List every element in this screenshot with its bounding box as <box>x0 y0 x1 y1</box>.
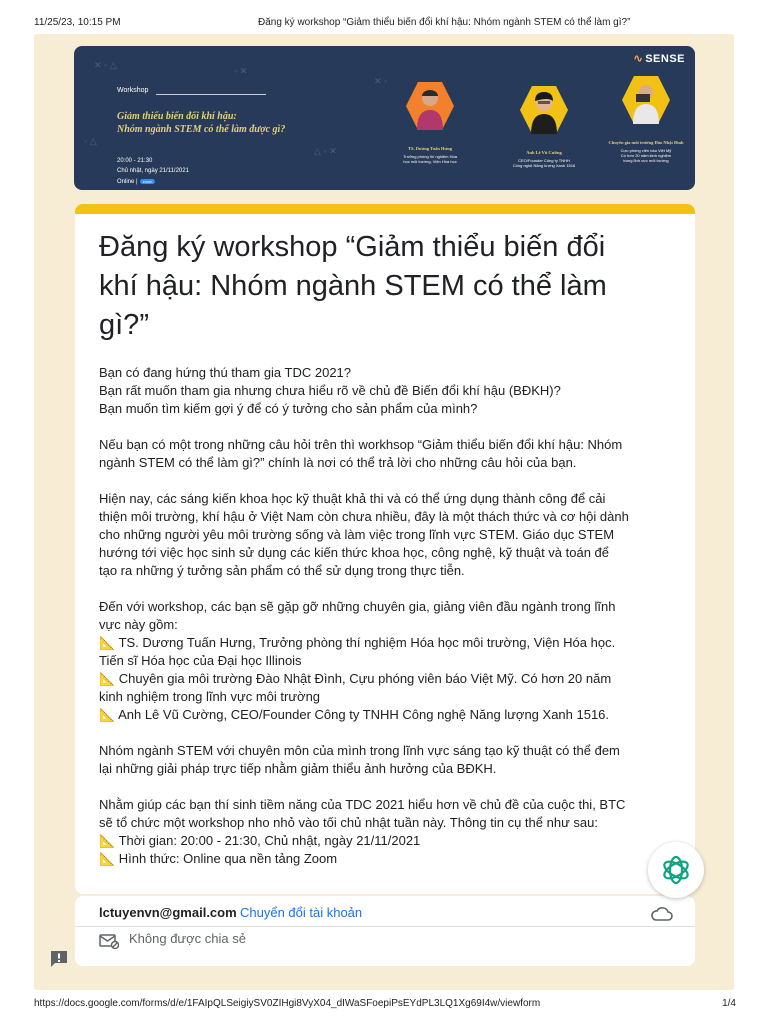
speaker-role <box>382 154 478 164</box>
description-line: Đến với workshop, các bạn sẽ gặp gỡ những chuyên gia, giảng viên đầu ngành trong lĩnh <box>99 599 616 614</box>
description-line: tạo ra những ý tưởng sản phẩm có thể sử dụng trong thực tiễn. <box>99 563 465 578</box>
print-page-number: 1/4 <box>722 998 736 1009</box>
description-spacer <box>99 418 679 436</box>
description-line: vực này gồm: <box>99 617 178 632</box>
form-title-line: Đăng ký workshop “Giảm thiểu biến đổi <box>99 231 606 263</box>
banner-decoration: ◦ ✕ <box>234 66 248 76</box>
description-line: Nếu bạn có một trong những câu hỏi trên thì workhsop “Giảm thiểu biến đổi khí hậu: Nhóm <box>99 437 623 452</box>
description-line: 📐 Chuyên gia môi trường Đào Nhật Đình, Cựu phóng viên báo Việt Mỹ. Có hơn 20 năm <box>99 671 612 686</box>
form-title-line: gì?” <box>99 309 149 341</box>
workshop-label: Workshop <box>117 87 149 94</box>
switch-account-link[interactable]: Chuyển đổi tài khoản <box>240 905 363 920</box>
print-url: https://docs.google.com/forms/d/e/1FAIpQLSeigiySV0ZIHgi8VyX04_dIWaSFoepiPsEYdPL3LQ1Xg69I4w/viewform <box>34 998 541 1009</box>
print-footer <box>0 996 768 1016</box>
form-title <box>99 228 659 345</box>
description-line: 📐 TS. Dương Tuấn Hưng, Trưởng phòng thí nghiệm Hóa học môi trường, Viện Hóa học. <box>99 635 616 650</box>
email-not-shared-icon <box>99 933 119 954</box>
form-header-card <box>75 204 695 894</box>
speaker-photo <box>530 92 558 134</box>
sense-logo-text: SENSE <box>645 53 685 65</box>
description-spacer <box>99 724 679 742</box>
description-line: Nhóm ngành STEM với chuyên môn của mình trong lĩnh vực sáng tạo kỹ thuật có thể đem <box>99 743 620 758</box>
description-line: Bạn muốn tìm kiếm gợi ý để có ý tưởng cho sản phẩm của mình? <box>99 401 478 416</box>
description-line: lại những giải pháp trực tiếp nhằm giảm thiểu ảnh hưởng của BĐKH. <box>99 761 497 776</box>
speaker-role-line: học môi trường, Viện Hóa học <box>403 159 457 164</box>
description-line: Bạn có đang hứng thú tham gia TDC 2021? <box>99 365 352 380</box>
account-email: lctuyenvn@gmail.com <box>99 905 237 920</box>
description-line: Tiến sĩ Hóa học của Đại học Illinois <box>99 653 302 668</box>
banner-online-text: Online | <box>117 179 138 186</box>
banner-online <box>117 179 155 185</box>
speaker-photo <box>632 82 660 124</box>
speaker-role-line: trong lĩnh vực môi trường <box>623 158 669 163</box>
description-line: 📐 Hình thức: Online qua nền tảng Zoom <box>99 851 338 866</box>
description-line: cho những người yêu môi trường sống và làm việc trong lĩnh vực STEM. Giáo dục STEM <box>99 527 615 542</box>
speaker-role-line: Công nghệ Năng lượng Xanh 1516 <box>512 163 576 168</box>
speaker-name: TS. Dương Tuấn Hưng <box>408 146 452 151</box>
description-line: ngành STEM có thể làm gì?” chính là nơi có thể trả lời cho những câu hỏi của bạn. <box>99 455 577 470</box>
speaker-role-line: Cựu phóng viên báo Việt Mỹ <box>620 148 672 153</box>
banner-decoration: ✕ ◦ △ <box>94 60 117 70</box>
speaker-role-line: Trưởng phòng thí nghiệm Hóa <box>403 154 457 159</box>
workshop-banner <box>74 46 695 190</box>
banner-decoration: △ ◦ ✕ <box>314 146 337 156</box>
banner-date: Chủ nhật, ngày 21/11/2021 <box>117 168 189 174</box>
account-card <box>75 896 695 966</box>
speaker-role-line: Có hơn 20 năm kinh nghiệm <box>620 153 672 158</box>
speaker-role <box>598 148 694 163</box>
description-line: kinh nghiệm trong lĩnh vực môi trường <box>99 689 321 704</box>
form-description <box>99 364 679 868</box>
speaker-role <box>496 158 592 168</box>
print-header <box>0 0 768 34</box>
description-line: Nhằm giúp các bạn thí sinh tiềm năng của TDC 2021 hiểu hơn về chủ đề của cuộc thi, BTC <box>99 797 626 812</box>
speaker-name: Chuyên gia môi trường Đào Nhật Đình <box>608 140 684 145</box>
description-spacer <box>99 472 679 490</box>
speaker-photo <box>416 88 444 130</box>
print-datetime: 11/25/23, 10:15 PM <box>34 17 121 28</box>
sense-logo: ∿ SENSE <box>633 53 685 65</box>
form-page-background <box>34 34 734 990</box>
description-line: Bạn rất muốn tham gia nhưng chưa hiểu rõ về chủ đề Biến đổi khí hậu (BĐKH)? <box>99 383 561 398</box>
description-line: hướng tới việc học sinh sử dụng các kiến thức khoa học, công nghệ, kỹ thuật và toán để <box>99 545 610 560</box>
workshop-underline <box>156 94 266 95</box>
description-spacer <box>99 778 679 796</box>
description-line: thiện môi trường, khí hậu ở Việt Nam còn chưa nhiều, đây là một thách thức và cơ hội dành <box>99 509 629 524</box>
banner-headline-line1: Giảm thiểu biến đổi khí hậu: <box>117 111 237 122</box>
speaker-role-line: CEO/Founder Công ty TNHH <box>518 158 570 163</box>
report-icon[interactable] <box>48 948 72 970</box>
speaker-name: Anh Lê Vũ Cường <box>526 150 562 155</box>
account-divider <box>75 926 695 927</box>
zoom-badge: zoom <box>140 179 156 184</box>
description-spacer <box>99 580 679 598</box>
banner-decoration: ◦ △ <box>84 136 97 146</box>
description-line: Hiện nay, các sáng kiến khoa học kỹ thuật khả thi và có thể ứng dụng thành công để cải <box>99 491 606 506</box>
banner-headline <box>117 110 357 136</box>
sense-fab-icon[interactable] <box>648 842 704 898</box>
form-title-line: khí hậu: Nhóm ngành STEM có thể làm <box>99 270 607 302</box>
not-shared-label: Không được chia sẻ <box>129 931 246 946</box>
banner-decoration: ✕ ◦ <box>374 76 388 86</box>
banner-time: 20:00 - 21:30 <box>117 158 153 164</box>
description-line: sẽ tổ chức một workshop nho nhỏ vào tối chủ nhật tuần này. Thông tin cụ thể như sau: <box>99 815 598 830</box>
cloud-icon <box>651 906 673 927</box>
description-line: 📐 Thời gian: 20:00 - 21:30, Chủ nhật, ngày 21/11/2021 <box>99 833 421 848</box>
print-title: Đăng ký workshop “Giảm thiểu biến đổi khí hậu: Nhóm ngành STEM có thể làm gì?” <box>258 17 631 28</box>
description-line: 📐 Anh Lê Vũ Cường, CEO/Founder Công ty TNHH Công nghệ Năng lượng Xanh 1516. <box>99 707 610 722</box>
banner-headline-line2: Nhóm ngành STEM có thể làm được gì? <box>117 124 286 135</box>
